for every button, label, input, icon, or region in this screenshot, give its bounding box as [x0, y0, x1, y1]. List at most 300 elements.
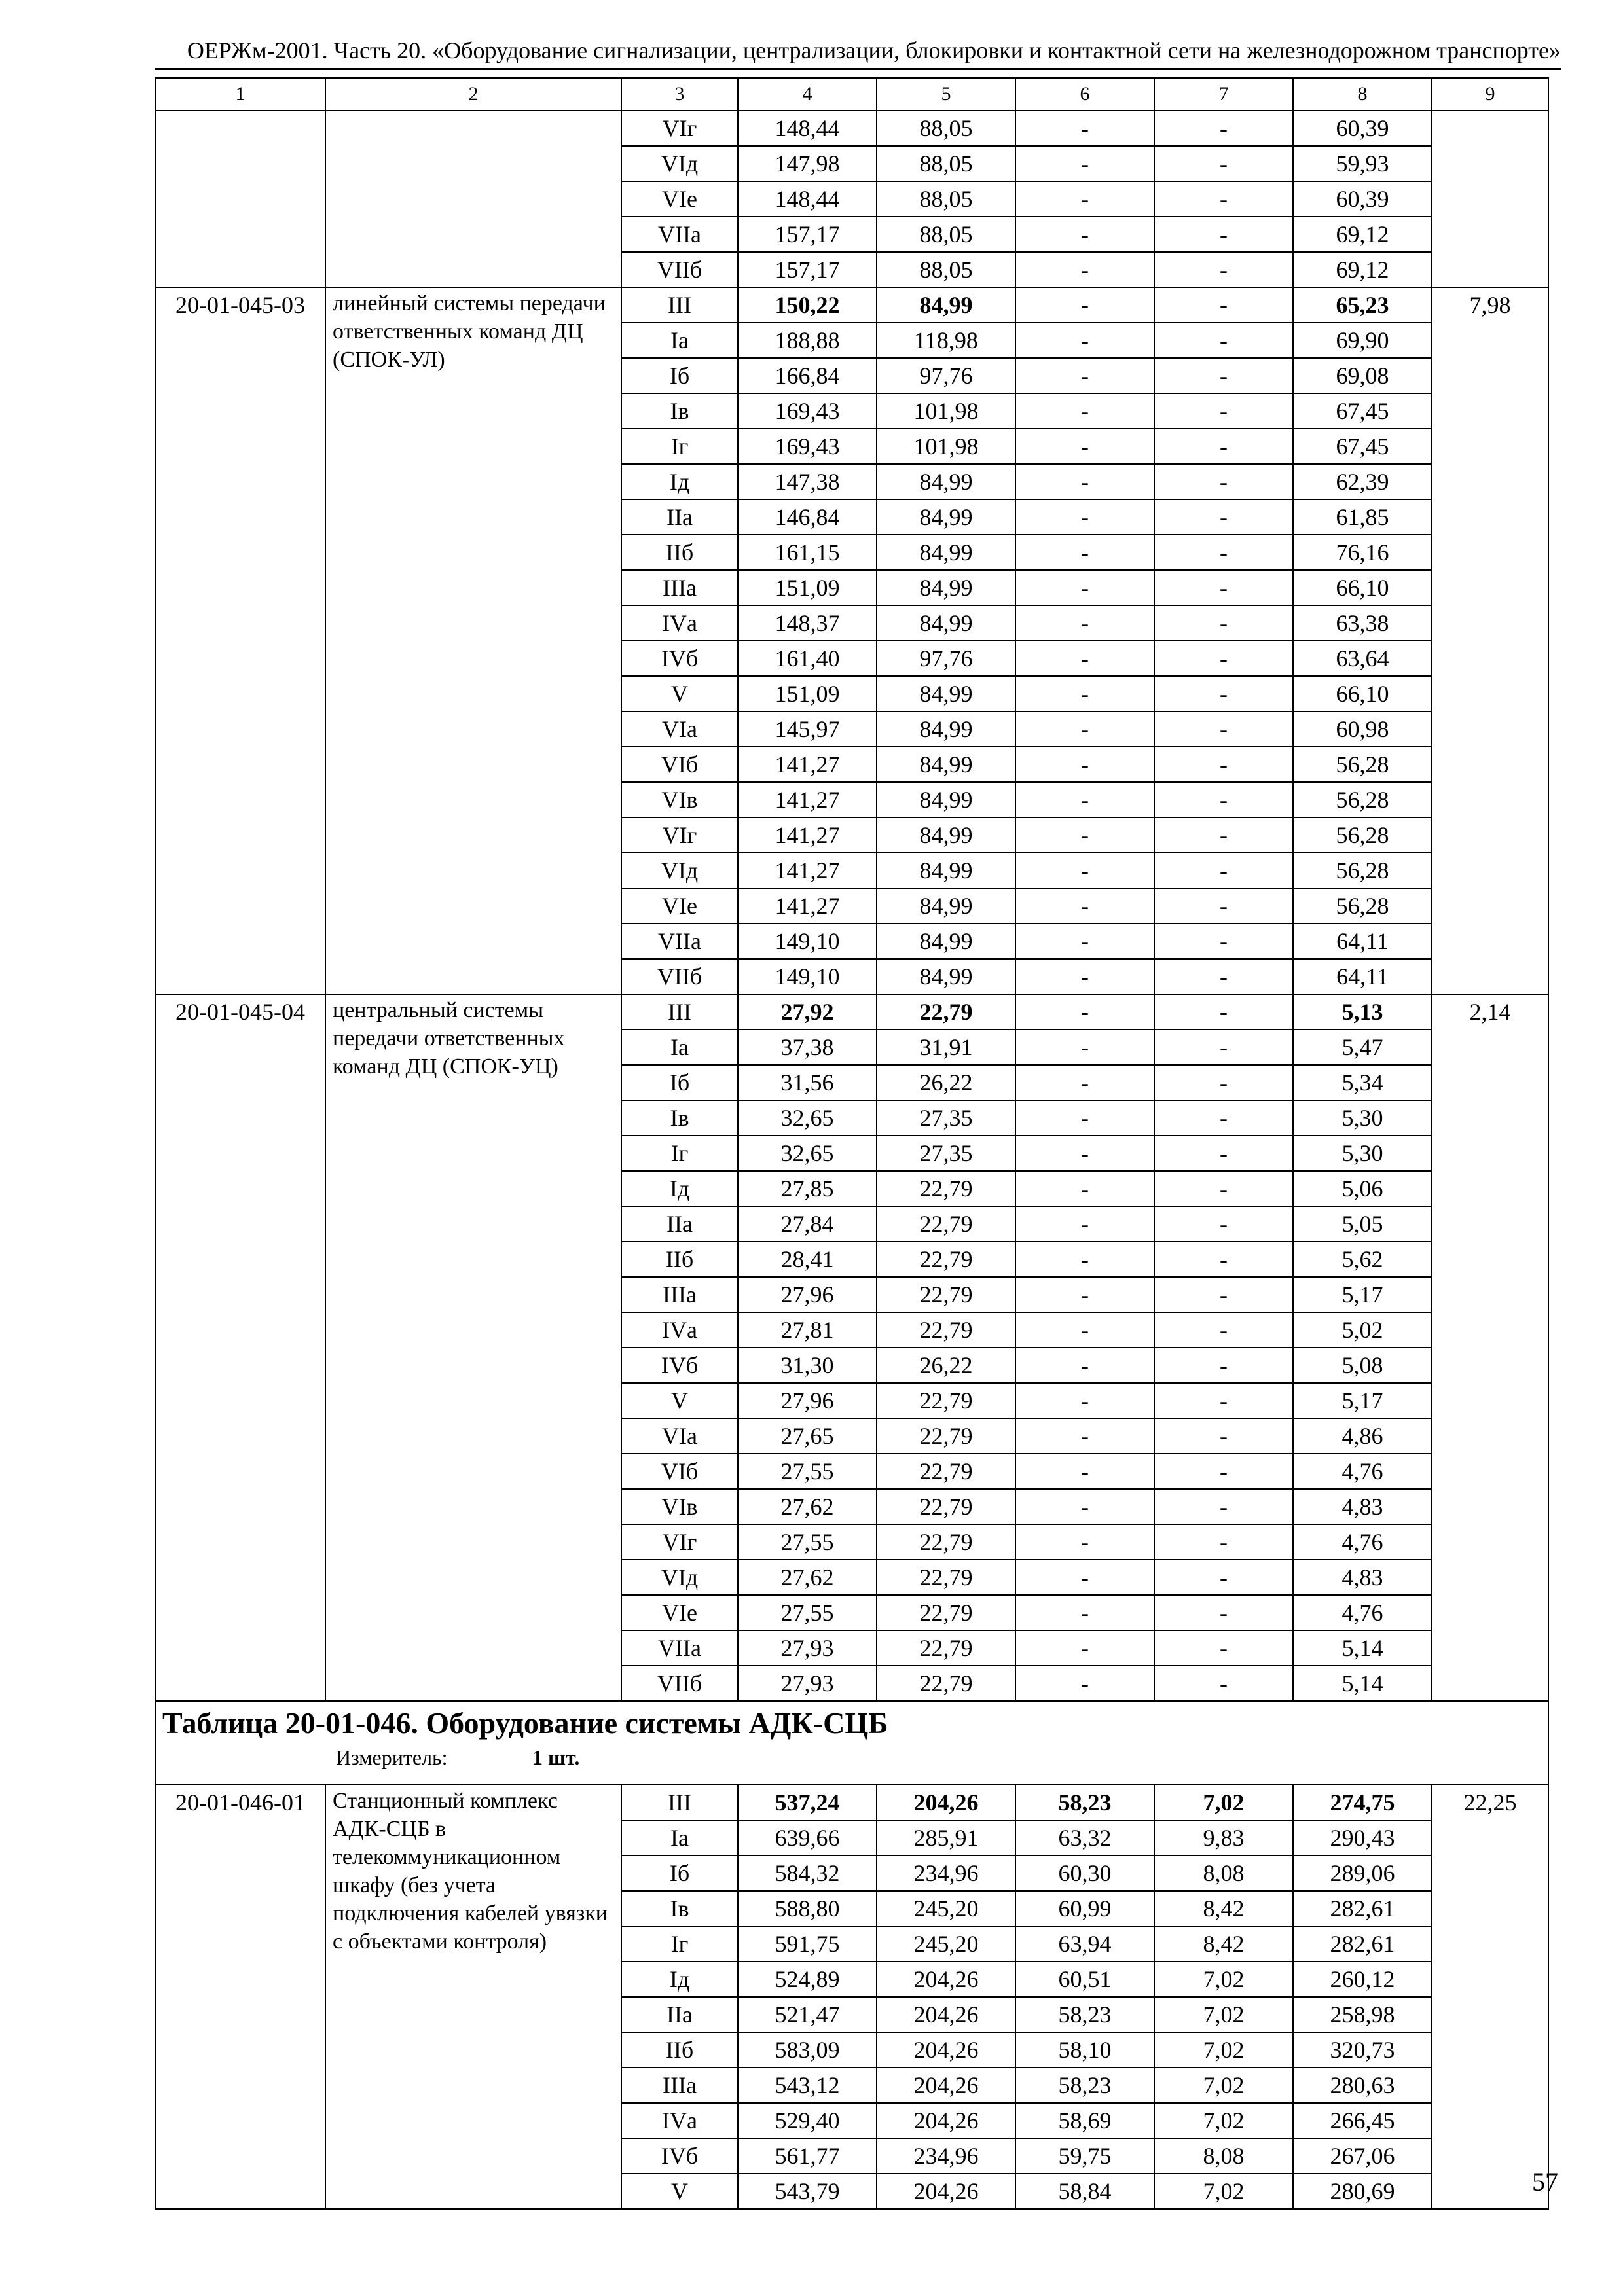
value-cell: 60,30: [1015, 1856, 1154, 1891]
value-cell: -: [1015, 181, 1154, 217]
value-cell: -: [1154, 641, 1293, 676]
zone-cell: IIIа: [621, 1277, 738, 1312]
zone-cell: VIIб: [621, 959, 738, 994]
zone-cell: VIе: [621, 1595, 738, 1630]
zone-cell: IIа: [621, 499, 738, 535]
value-cell: 84,99: [877, 570, 1015, 605]
value-cell: 32,65: [738, 1100, 877, 1136]
zone-cell: IVб: [621, 641, 738, 676]
value-cell: 161,40: [738, 641, 877, 676]
value-cell: -: [1154, 1454, 1293, 1489]
value-cell: 67,45: [1293, 429, 1432, 464]
running-header: [155, 31, 1561, 70]
zone-cell: IIа: [621, 1997, 738, 2032]
value-cell: 141,27: [738, 747, 877, 782]
value-cell: -: [1154, 111, 1293, 146]
zone-cell: IIIа: [621, 2068, 738, 2103]
value-cell: 56,28: [1293, 782, 1432, 817]
value-cell: 65,23: [1293, 287, 1432, 323]
value-cell: 8,42: [1154, 1926, 1293, 1962]
zone-cell: IVа: [621, 2103, 738, 2138]
value-cell: -: [1154, 994, 1293, 1030]
value-cell: 27,93: [738, 1666, 877, 1701]
zone-cell: IVа: [621, 1312, 738, 1348]
value-cell: 157,17: [738, 217, 877, 252]
value-cell: 88,05: [877, 181, 1015, 217]
value-cell: 66,10: [1293, 676, 1432, 711]
value-cell: 31,91: [877, 1030, 1015, 1065]
item-code: 20-01-046-01: [155, 1785, 325, 2209]
column-number: 7: [1154, 78, 1293, 111]
value-cell: 22,79: [877, 1171, 1015, 1206]
value-cell: 37,38: [738, 1030, 877, 1065]
value-cell: 7,02: [1154, 2174, 1293, 2209]
value-cell: 5,62: [1293, 1242, 1432, 1277]
zone-cell: Iг: [621, 1136, 738, 1171]
value-cell: 58,84: [1015, 2174, 1154, 2209]
value-cell: -: [1154, 747, 1293, 782]
value-cell: 62,39: [1293, 464, 1432, 499]
value-cell: 169,43: [738, 429, 877, 464]
value-cell: -: [1154, 287, 1293, 323]
value-cell: 4,76: [1293, 1454, 1432, 1489]
value-cell: -: [1015, 323, 1154, 358]
value-cell: 537,24: [738, 1785, 877, 1820]
value-cell: -: [1154, 1136, 1293, 1171]
value-cell: 524,89: [738, 1962, 877, 1997]
item-name: [325, 111, 621, 287]
value-cell: 188,88: [738, 323, 877, 358]
value-cell: 63,32: [1015, 1820, 1154, 1856]
value-cell: 26,22: [877, 1065, 1015, 1100]
column-number: 6: [1015, 78, 1154, 111]
value-cell: 22,79: [877, 1312, 1015, 1348]
value-cell: 8,42: [1154, 1891, 1293, 1926]
value-cell: 4,76: [1293, 1595, 1432, 1630]
column-number: 1: [155, 78, 325, 111]
value-cell: 204,26: [877, 2032, 1015, 2068]
value-cell: -: [1154, 535, 1293, 570]
value-cell: -: [1015, 1312, 1154, 1348]
value-cell: 149,10: [738, 924, 877, 959]
item-name: линейный системы передачи ответственных команд ДЦ (СПОК-УЛ): [325, 287, 621, 994]
value-cell: -: [1015, 711, 1154, 747]
zone-cell: IIа: [621, 1206, 738, 1242]
value-cell: 22,79: [877, 1383, 1015, 1418]
zone-cell: Iб: [621, 358, 738, 393]
value-cell: 27,55: [738, 1595, 877, 1630]
value-cell: 157,17: [738, 252, 877, 287]
value-cell: 27,65: [738, 1418, 877, 1454]
zone-cell: Iб: [621, 1065, 738, 1100]
value-cell: 147,38: [738, 464, 877, 499]
value-cell: 22,79: [877, 994, 1015, 1030]
column-number: 9: [1432, 78, 1548, 111]
value-cell: 289,06: [1293, 1856, 1432, 1891]
column-number: 4: [738, 78, 877, 111]
value-cell: 97,76: [877, 641, 1015, 676]
value-cell: 59,75: [1015, 2138, 1154, 2174]
value-cell: -: [1154, 1065, 1293, 1100]
value-cell: 149,10: [738, 959, 877, 994]
zone-cell: Iг: [621, 1926, 738, 1962]
value-cell: -: [1154, 570, 1293, 605]
value-cell: 5,47: [1293, 1030, 1432, 1065]
zone-cell: VIIб: [621, 252, 738, 287]
value-cell: 234,96: [877, 1856, 1015, 1891]
total-cell: 7,98: [1432, 287, 1548, 994]
value-cell: 60,51: [1015, 1962, 1154, 1997]
value-cell: 69,12: [1293, 252, 1432, 287]
value-cell: 5,30: [1293, 1100, 1432, 1136]
value-cell: -: [1015, 570, 1154, 605]
value-cell: -: [1154, 1630, 1293, 1666]
value-cell: 69,12: [1293, 217, 1432, 252]
value-cell: 584,32: [738, 1856, 877, 1891]
value-cell: -: [1015, 1630, 1154, 1666]
zone-cell: Iа: [621, 323, 738, 358]
value-cell: -: [1154, 1383, 1293, 1418]
value-cell: -: [1154, 181, 1293, 217]
table-title-row: [155, 1701, 1548, 1785]
value-cell: 22,79: [877, 1524, 1015, 1560]
value-cell: 27,84: [738, 1206, 877, 1242]
unit-label: Измеритель:: [336, 1745, 448, 1769]
item-code: 20-01-045-04: [155, 994, 325, 1701]
value-cell: -: [1154, 1666, 1293, 1701]
value-cell: 27,93: [738, 1630, 877, 1666]
value-cell: -: [1154, 464, 1293, 499]
value-cell: 28,41: [738, 1242, 877, 1277]
value-cell: 60,39: [1293, 181, 1432, 217]
value-cell: 274,75: [1293, 1785, 1432, 1820]
value-cell: 32,65: [738, 1136, 877, 1171]
value-cell: 69,90: [1293, 323, 1432, 358]
zone-cell: VIб: [621, 1454, 738, 1489]
value-cell: -: [1154, 853, 1293, 888]
value-cell: 5,08: [1293, 1348, 1432, 1383]
zone-cell: Iв: [621, 1891, 738, 1926]
value-cell: 22,79: [877, 1630, 1015, 1666]
value-cell: -: [1015, 393, 1154, 429]
value-cell: -: [1154, 1171, 1293, 1206]
value-cell: 56,28: [1293, 853, 1432, 888]
value-cell: 8,08: [1154, 1856, 1293, 1891]
value-cell: 267,06: [1293, 2138, 1432, 2174]
zone-cell: IVа: [621, 605, 738, 641]
value-cell: 204,26: [877, 2068, 1015, 2103]
table-row: [155, 287, 1548, 323]
zone-cell: IIб: [621, 535, 738, 570]
value-cell: 27,62: [738, 1489, 877, 1524]
value-cell: -: [1015, 1524, 1154, 1560]
value-cell: -: [1154, 1277, 1293, 1312]
value-cell: -: [1015, 853, 1154, 888]
value-cell: -: [1154, 1348, 1293, 1383]
value-cell: 97,76: [877, 358, 1015, 393]
zone-cell: Iв: [621, 393, 738, 429]
value-cell: 5,02: [1293, 1312, 1432, 1348]
value-cell: 88,05: [877, 217, 1015, 252]
value-cell: 88,05: [877, 252, 1015, 287]
value-cell: 60,99: [1015, 1891, 1154, 1926]
value-cell: 67,45: [1293, 393, 1432, 429]
total-cell: [1432, 111, 1548, 287]
value-cell: -: [1154, 1206, 1293, 1242]
value-cell: 591,75: [738, 1926, 877, 1962]
value-cell: 63,64: [1293, 641, 1432, 676]
zone-cell: VIв: [621, 782, 738, 817]
value-cell: 27,55: [738, 1524, 877, 1560]
value-cell: -: [1015, 464, 1154, 499]
value-cell: 31,56: [738, 1065, 877, 1100]
value-cell: -: [1015, 1136, 1154, 1171]
value-cell: -: [1154, 393, 1293, 429]
value-cell: 204,26: [877, 1962, 1015, 1997]
zone-cell: IVб: [621, 2138, 738, 2174]
value-cell: 8,08: [1154, 2138, 1293, 2174]
value-cell: 69,08: [1293, 358, 1432, 393]
value-cell: 60,98: [1293, 711, 1432, 747]
value-cell: 204,26: [877, 1785, 1015, 1820]
value-cell: 7,02: [1154, 1785, 1293, 1820]
value-cell: -: [1015, 1383, 1154, 1418]
value-cell: -: [1015, 924, 1154, 959]
zone-cell: III: [621, 287, 738, 323]
value-cell: -: [1015, 1242, 1154, 1277]
value-cell: 31,30: [738, 1348, 877, 1383]
value-cell: 282,61: [1293, 1891, 1432, 1926]
value-cell: 169,43: [738, 393, 877, 429]
value-cell: 166,84: [738, 358, 877, 393]
value-cell: -: [1154, 711, 1293, 747]
zone-cell: Iб: [621, 1856, 738, 1891]
value-cell: -: [1154, 924, 1293, 959]
value-cell: 151,09: [738, 570, 877, 605]
value-cell: 141,27: [738, 888, 877, 924]
value-cell: 141,27: [738, 853, 877, 888]
value-cell: 285,91: [877, 1820, 1015, 1856]
zone-cell: III: [621, 1785, 738, 1820]
zone-cell: V: [621, 676, 738, 711]
value-cell: 7,02: [1154, 2032, 1293, 2068]
value-cell: -: [1015, 605, 1154, 641]
value-cell: 27,96: [738, 1277, 877, 1312]
value-cell: 58,23: [1015, 1785, 1154, 1820]
value-cell: 27,85: [738, 1171, 877, 1206]
value-cell: 27,55: [738, 1454, 877, 1489]
value-cell: -: [1154, 252, 1293, 287]
value-cell: 7,02: [1154, 1962, 1293, 1997]
zone-cell: Iв: [621, 1100, 738, 1136]
value-cell: -: [1015, 287, 1154, 323]
column-number: 3: [621, 78, 738, 111]
value-cell: -: [1154, 1560, 1293, 1595]
unit-value: 1 шт.: [532, 1745, 580, 1769]
item-name: центральный системы передачи ответственных команд ДЦ (СПОК-УЦ): [325, 994, 621, 1701]
value-cell: -: [1154, 323, 1293, 358]
value-cell: 26,22: [877, 1348, 1015, 1383]
value-cell: -: [1015, 959, 1154, 994]
value-cell: 61,85: [1293, 499, 1432, 535]
value-cell: 27,62: [738, 1560, 877, 1595]
value-cell: -: [1015, 782, 1154, 817]
value-cell: -: [1015, 111, 1154, 146]
value-cell: 56,28: [1293, 888, 1432, 924]
value-cell: -: [1015, 499, 1154, 535]
value-cell: 27,35: [877, 1100, 1015, 1136]
value-cell: 258,98: [1293, 1997, 1432, 2032]
value-cell: -: [1154, 959, 1293, 994]
value-cell: -: [1015, 1454, 1154, 1489]
column-number: 8: [1293, 78, 1432, 111]
value-cell: 161,15: [738, 535, 877, 570]
value-cell: 5,30: [1293, 1136, 1432, 1171]
value-cell: 56,28: [1293, 817, 1432, 853]
zone-cell: Iа: [621, 1030, 738, 1065]
value-cell: 59,93: [1293, 146, 1432, 181]
value-cell: -: [1154, 605, 1293, 641]
value-cell: 88,05: [877, 146, 1015, 181]
value-cell: 260,12: [1293, 1962, 1432, 1997]
value-cell: 64,11: [1293, 959, 1432, 994]
value-cell: 639,66: [738, 1820, 877, 1856]
value-cell: -: [1015, 994, 1154, 1030]
zone-cell: VIе: [621, 888, 738, 924]
value-cell: -: [1015, 535, 1154, 570]
value-cell: -: [1154, 1312, 1293, 1348]
value-cell: 4,86: [1293, 1418, 1432, 1454]
value-cell: 148,44: [738, 181, 877, 217]
value-cell: 84,99: [877, 747, 1015, 782]
value-cell: -: [1015, 1171, 1154, 1206]
value-cell: 84,99: [877, 605, 1015, 641]
value-cell: 234,96: [877, 2138, 1015, 2174]
value-cell: 84,99: [877, 817, 1015, 853]
value-cell: 7,02: [1154, 2103, 1293, 2138]
value-cell: 58,23: [1015, 2068, 1154, 2103]
value-cell: 64,11: [1293, 924, 1432, 959]
value-cell: 63,38: [1293, 605, 1432, 641]
value-cell: -: [1154, 1418, 1293, 1454]
zone-cell: VIа: [621, 1418, 738, 1454]
zone-cell: VIIа: [621, 1630, 738, 1666]
value-cell: 58,10: [1015, 2032, 1154, 2068]
value-cell: 280,63: [1293, 2068, 1432, 2103]
value-cell: 5,17: [1293, 1383, 1432, 1418]
column-number: 2: [325, 78, 621, 111]
total-cell: 22,25: [1432, 1785, 1548, 2209]
value-cell: 84,99: [877, 676, 1015, 711]
value-cell: 543,79: [738, 2174, 877, 2209]
column-number: 5: [877, 78, 1015, 111]
value-cell: -: [1015, 429, 1154, 464]
value-cell: 5,06: [1293, 1171, 1432, 1206]
value-cell: 27,81: [738, 1312, 877, 1348]
zone-cell: VIIа: [621, 924, 738, 959]
value-cell: 118,98: [877, 323, 1015, 358]
zone-cell: IVб: [621, 1348, 738, 1383]
value-cell: 9,83: [1154, 1820, 1293, 1856]
value-cell: 101,98: [877, 393, 1015, 429]
item-code: [155, 111, 325, 287]
value-cell: -: [1154, 1489, 1293, 1524]
value-cell: 280,69: [1293, 2174, 1432, 2209]
value-cell: -: [1015, 358, 1154, 393]
value-cell: -: [1154, 217, 1293, 252]
value-cell: 56,28: [1293, 747, 1432, 782]
item-name: Станционный комплекс АДК-СЦБ в телекоммуникационном шкафу (без учета подключения кабелей увязки с объектами контроля): [325, 1785, 621, 2209]
value-cell: 60,39: [1293, 111, 1432, 146]
zone-cell: VIа: [621, 711, 738, 747]
value-cell: 521,47: [738, 1997, 877, 2032]
value-cell: 84,99: [877, 924, 1015, 959]
zone-cell: Iа: [621, 1820, 738, 1856]
value-cell: -: [1015, 817, 1154, 853]
table-row: [155, 994, 1548, 1030]
value-cell: 145,97: [738, 711, 877, 747]
value-cell: -: [1154, 358, 1293, 393]
value-cell: -: [1015, 1277, 1154, 1312]
value-cell: 22,79: [877, 1242, 1015, 1277]
value-cell: 22,79: [877, 1560, 1015, 1595]
value-cell: 76,16: [1293, 535, 1432, 570]
value-cell: -: [1154, 429, 1293, 464]
value-cell: -: [1154, 1242, 1293, 1277]
value-cell: 5,13: [1293, 994, 1432, 1030]
value-cell: 4,83: [1293, 1489, 1432, 1524]
zone-cell: V: [621, 1383, 738, 1418]
value-cell: 150,22: [738, 287, 877, 323]
value-cell: 84,99: [877, 464, 1015, 499]
value-cell: -: [1154, 146, 1293, 181]
value-cell: 4,76: [1293, 1524, 1432, 1560]
column-number-row: [155, 78, 1548, 111]
value-cell: 84,99: [877, 535, 1015, 570]
value-cell: -: [1015, 217, 1154, 252]
value-cell: -: [1015, 1100, 1154, 1136]
value-cell: 22,79: [877, 1277, 1015, 1312]
value-cell: -: [1015, 252, 1154, 287]
value-cell: 84,99: [877, 888, 1015, 924]
value-cell: 58,23: [1015, 1997, 1154, 2032]
value-cell: 7,02: [1154, 1997, 1293, 2032]
zone-cell: Iд: [621, 1171, 738, 1206]
value-cell: 282,61: [1293, 1926, 1432, 1962]
zone-cell: VIIб: [621, 1666, 738, 1701]
value-cell: 22,79: [877, 1489, 1015, 1524]
value-cell: -: [1015, 1418, 1154, 1454]
value-cell: -: [1015, 641, 1154, 676]
zone-cell: VIг: [621, 817, 738, 853]
value-cell: -: [1154, 888, 1293, 924]
value-cell: 22,79: [877, 1666, 1015, 1701]
zone-cell: Iг: [621, 429, 738, 464]
value-cell: 5,14: [1293, 1630, 1432, 1666]
value-cell: 320,73: [1293, 2032, 1432, 2068]
zone-cell: VIв: [621, 1489, 738, 1524]
value-cell: 58,69: [1015, 2103, 1154, 2138]
value-cell: 204,26: [877, 1997, 1015, 2032]
zone-cell: IIб: [621, 1242, 738, 1277]
value-cell: 84,99: [877, 287, 1015, 323]
value-cell: 561,77: [738, 2138, 877, 2174]
price-table: [155, 77, 1549, 2210]
zone-cell: Iд: [621, 464, 738, 499]
header-text: ОЕРЖм-2001. Часть 20. «Оборудование сигнализации, централизации, блокировки и контактной сети на железнодорожном транспорте»: [187, 37, 1561, 63]
value-cell: 84,99: [877, 959, 1015, 994]
value-cell: 141,27: [738, 817, 877, 853]
